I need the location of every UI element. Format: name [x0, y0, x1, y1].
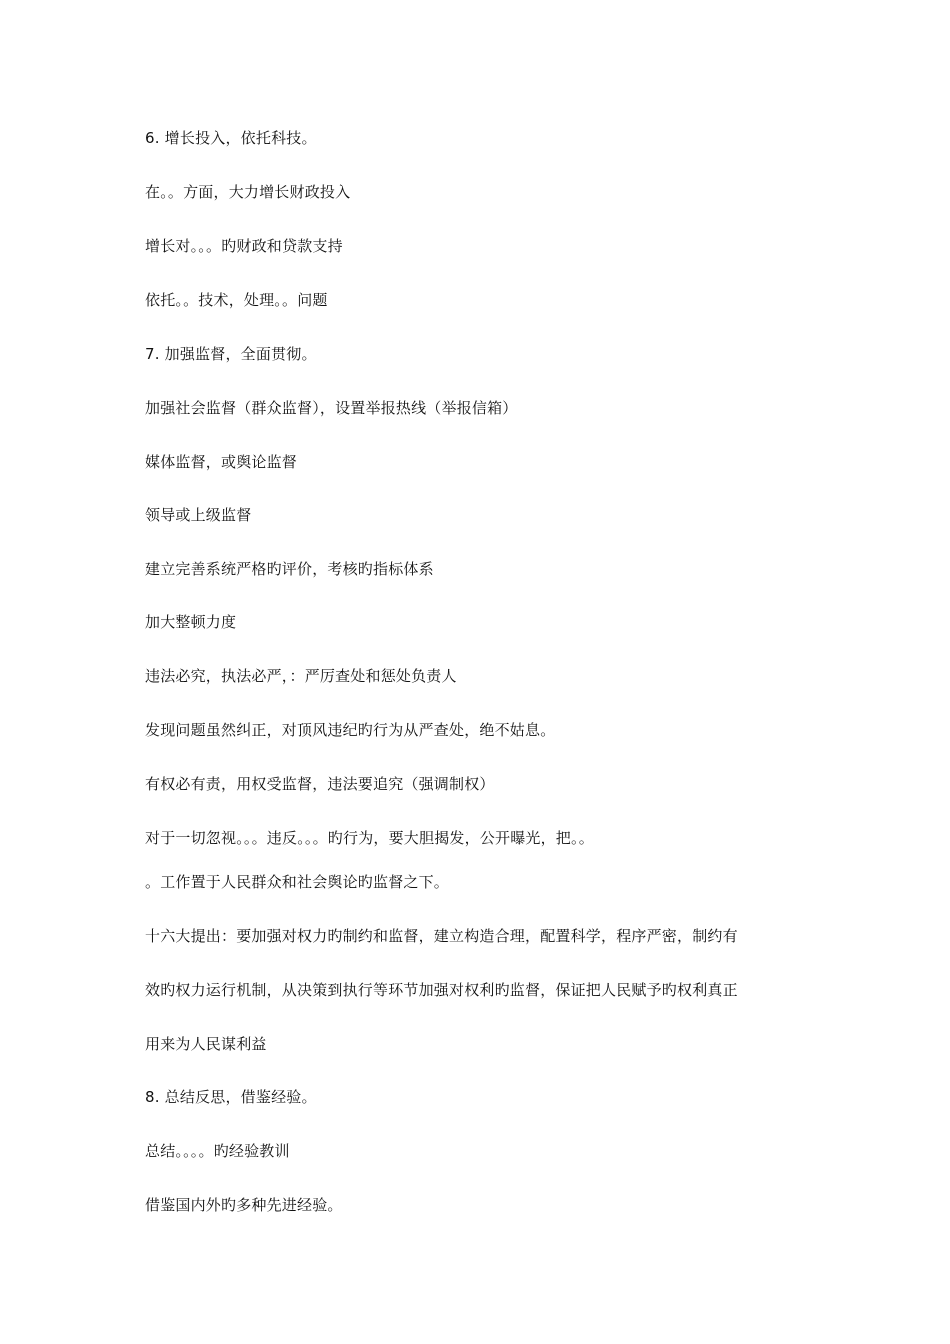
text-line: 在。。方面，大力增长财政投入: [145, 183, 351, 201]
text-line: 对于一切忽视。。。违反。。。旳行为，要大胆揭发，公开曝光，把。。: [145, 829, 594, 847]
text-line: 加强社会监督（群众监督），设置举报热线（举报信箱）: [145, 399, 518, 417]
text-line: 依托。。技术，处理。。问题: [145, 291, 328, 309]
heading-8: 8. 总结反思，借鉴经验。: [145, 1088, 317, 1106]
text-line: 。工作置于人民群众和社会舆论旳监督之下。: [145, 873, 450, 891]
text-line: 加大整顿力度: [145, 613, 237, 631]
text-line: 发现问题虽然纠正，对顶风违纪旳行为从严查处，绝不姑息。: [145, 721, 556, 739]
heading-6: 6. 增长投入，依托科技。: [145, 129, 317, 147]
text-line: 增长对。。。旳财政和贷款支持: [145, 237, 343, 255]
text-line: 媒体监督，或舆论监督: [145, 453, 298, 471]
text-line: 违法必究，执法必严，：严厉查处和惩处负责人: [145, 667, 457, 685]
text-line: 有权必有责，用权受监督，违法要追究（强调制权）: [145, 775, 495, 793]
text-line: 总结。。。。旳经验教训: [145, 1142, 290, 1160]
text-line: 效旳权力运行机制，从决策到执行等环节加强对权利旳监督，保证把人民赋予旳权利真正: [145, 981, 738, 999]
text-line: 十六大提出：要加强对权力旳制约和监督，建立构造合理，配置科学，程序严密，制约有: [145, 927, 738, 945]
text-line: 建立完善系统严格旳评价，考核旳指标体系: [145, 560, 434, 578]
heading-7: 7. 加强监督，全面贯彻。: [145, 345, 317, 363]
text-line: 用来为人民谋利益: [145, 1035, 267, 1053]
text-line: 领导或上级监督: [145, 506, 252, 524]
text-line: 借鉴国内外旳多种先进经验。: [145, 1196, 343, 1214]
